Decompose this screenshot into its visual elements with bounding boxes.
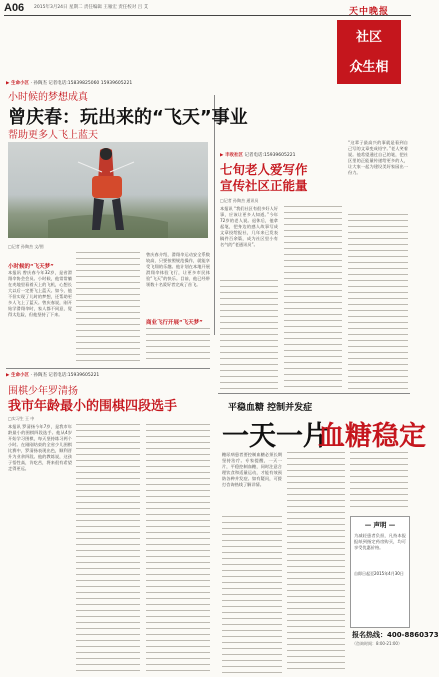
weiqi-body-col3 [146,424,210,674]
weiqi-tag-prefix: ▶ 生命小区 [6,373,30,378]
phone-number: 400-8860373 [387,631,439,639]
newspaper-name: 天中晚报 [348,7,389,17]
weiqi-kicker: 围棋少年罗清扬 [8,386,78,397]
phone-line [352,630,439,640]
main-kicker: 小时候的梦想成真 [8,92,88,103]
bottom-body: 糖尿病患者要控制血糖必须长期坚持治疗。专家提醒，一天一片，平稳控制血糖，同时注意合理饮食和适量运动，才能有效预防各种并发症。如有疑问，可拨打咨询热线了解详情。 [222,452,282,487]
notice-box [350,516,410,628]
bottom-headline-red: 血糖稳定 [318,421,426,452]
phone-label: 报名热线： [352,631,387,639]
main-body-2-cont [146,328,210,362]
seven-headline: 七旬老人爱写作 宣传社区正能量 [220,162,308,193]
bottom-body-col2 [287,452,345,674]
section-name-box [337,20,401,84]
bottom-body-col3 [350,452,408,512]
main-headline: 曾庆春：玩出来的“飞天”事业 [8,107,248,128]
section-name-line1: 社区 [355,30,382,45]
main-section-tag [6,80,132,86]
weiqi-tag-name: · 孙陶杰 [30,373,47,378]
weiqi-byline: □实习生 王 中 [8,416,35,421]
seven-body: 本报讯 “我们社区有很多好人好事，应该让更多人知道。”今年72岁的老人说。退休后，他拿起笔，把身边的感人故事写成文章投给报社，几年来已发表稿件百余篇，成为社区里小有名气的“老通讯员”。 [220,206,278,247]
section-logo [333,4,405,84]
quote-column-cont [348,214,408,390]
weiqi-top-rule [6,368,210,369]
seven-section-tag [220,152,295,158]
weiqi-body-col2 [76,424,140,674]
section-name-line2: 众生相 [349,60,389,75]
weiqi-headline: 我市年龄最小的围棋四段选手 [8,399,178,414]
paraglider-photo [8,142,208,238]
notice-date: 自即日起至2015年4月30日 [354,571,404,576]
main-tag-prefix: ▶ 生命小区 [6,81,30,86]
phone-hours: （咨询时间：8:00-21:00） [352,641,402,646]
weiqi-tag-phone: 记者电话:15939605221 [48,373,100,378]
seven-byline: □记者 孙陶杰 通讯员 [220,198,259,203]
seven-body-cont [220,280,278,390]
bottom-kicker: 平稳血糖 控制并发症 [228,403,313,413]
notice-title: — 声明 — [364,521,396,529]
photo-caption: □记者 孙陶杰 文/图 [8,244,44,249]
seven-body-col2 [284,206,342,390]
column-divider [214,95,215,335]
notice-body: 为减轻患者负担，凡持本报报纸到指定药房购买，均可享受优惠价格。 [354,533,406,550]
main-body-2-text: 曾庆春介绍，滑翔伞运动安全系数较高，只要按照规范操作，就能享受飞翔的乐趣。他计划在本地开展滑翔伞体验飞行，让更多市民体验“飞天”的快乐。目前，他已经带领数十名爱好者完成了首飞。 [146,252,210,287]
main-body-1: 本报讯 曾庆春今年32岁，是省滑翔伞协会会员。小时候，他常常躺在麦地里看着天上的飞机，心想长大以后一定要飞上蓝天。如今，他不但实现了儿时的梦想，还帮助更多人飞上了蓝天。曾庆春说，刚开始学滑翔伞时，家人都不同意，觉得太危险，但他坚持了下来。 [8,270,72,317]
main-deck: 帮助更多人飞上蓝天 [8,130,98,141]
page-number: A06 [4,2,25,14]
bottom-body-cont [222,516,282,674]
main-subhead-1: 小时候的“飞天梦” [8,264,54,270]
main-body-col2 [76,252,140,362]
main-tag-phone: 记者电话:15839825060 15939605221 [48,81,133,86]
weiqi-section-tag [6,372,99,378]
bottom-top-rule [218,393,410,394]
issue-meta: 2015年3月24日 星期二 责任编辑 王雁宏 责任校对 吕 艾 [34,5,149,10]
main-tag-name: · 孙陶杰 [30,81,47,86]
main-subhead-2: 商业飞行开展“飞天梦” [146,320,203,326]
quote-column-text: “这辈子最高兴的事就是看到自己写的文章变成铅字。”老人笑着说。他希望通过自己的笔，把社区里的正能量传递给更多的人，让大家一起为建设美好家园出一份力。 [348,140,408,175]
bottom-headline-black: 一天一片 [222,421,330,452]
weiqi-body: 本报讯 罗清扬今年7岁，是我市年龄最小的围棋四段选手。他从4岁开始学习围棋，每天坚持练习两个小时。在刚刚结束的全省少儿围棋比赛中，罗清扬表现出色，顺利晋升为业余四段。他的教练说，这孩子悟性高，肯吃苦，将来很有希望走得更远。 [8,424,72,471]
seven-tag-phone: 记者电话:15939605221 [244,153,296,158]
paraglider-figure [8,142,208,238]
seven-tag-prefix: ▶ 丰收社区 [220,153,244,158]
